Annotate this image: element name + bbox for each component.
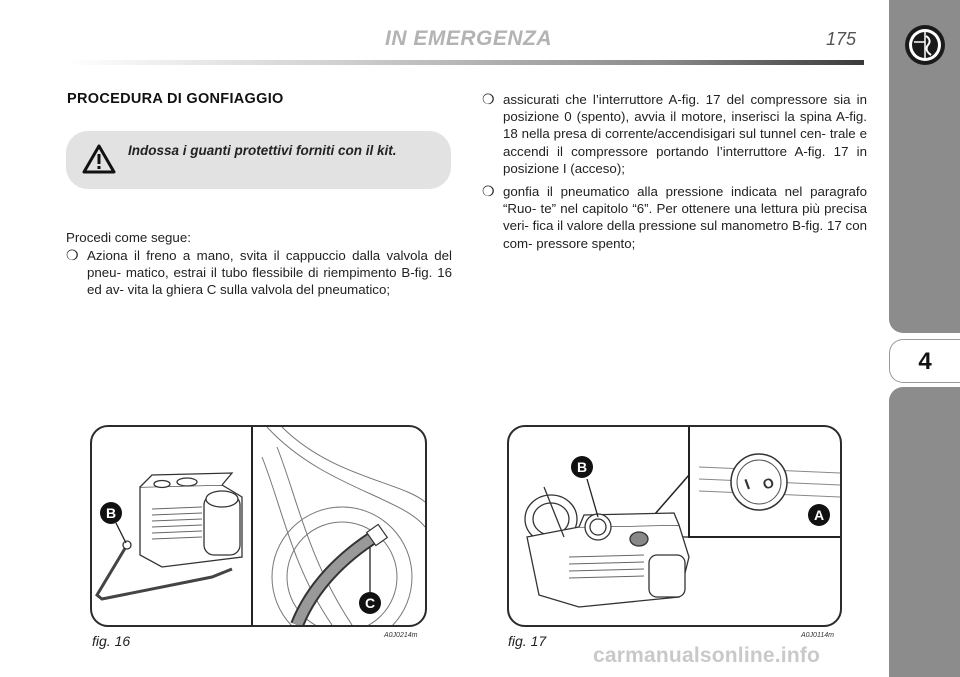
figure-code: A0J0114m <box>801 632 834 639</box>
running-header-title: IN EMERGENZA <box>385 27 553 50</box>
list-item-text: gonfia il pneumatico alla pressione indicata nel paragrafo “Ruo- te” nel capitolo “6”. Per ottenere una lettura più precisa veri- fica il valore della pressione sul manometro B-fig. 17 con com- pressore spento; <box>503 184 867 251</box>
switch-mark-off: O <box>760 473 777 493</box>
figure-17 <box>507 425 842 627</box>
list-item <box>482 91 867 177</box>
warning-triangle-icon <box>82 143 116 175</box>
list-item-text: assicurati che l’interruttore A-fig. 17 del compressore sia in posizione 0 (spento), avvia il motore, inserisci la spina A-fig. 18 nella presa di corrente/accendisigari sul tunnel cen- trale e accendi il compressore portando l’interruttore A-fig. 17 in posizione I (acceso); <box>503 92 867 176</box>
bullet-icon: ❍ <box>482 91 495 107</box>
list-item-text: Aziona il freno a mano, svita il cappuccio dalla valvola del pneu- matico, estrai il tubo flessibile di riempimento B-fig. 16 ed av- vita la ghiera C sulla valvola del pneumatico; <box>87 248 452 298</box>
list-item <box>66 247 452 299</box>
chapter-number: 4 <box>918 348 932 375</box>
section-title: PROCEDURA DI GONFIAGGIO <box>67 91 284 107</box>
watermark: carmanualsonline.info <box>593 644 821 667</box>
bullet-icon: ❍ <box>482 183 495 199</box>
warning-box <box>66 131 451 189</box>
figure-17-illustration <box>509 427 840 625</box>
figure-code: A0J0214m <box>384 632 418 639</box>
figure-16-illustration <box>92 427 425 625</box>
figure-caption: fig. 17 <box>508 633 547 649</box>
switch-mark-on: I <box>742 476 753 494</box>
header-rule <box>66 60 864 65</box>
page-number: 175 <box>826 29 857 49</box>
figure-16 <box>90 425 427 627</box>
callout-label: B <box>576 459 588 475</box>
list-item <box>482 183 867 252</box>
chapter-tab[interactable] <box>889 339 960 383</box>
bullet-icon: ❍ <box>66 247 79 263</box>
callout-label: C <box>364 595 376 611</box>
figure-caption: fig. 16 <box>92 633 131 649</box>
side-tab-bottom <box>889 387 960 677</box>
intro-text: Procedi come segue: <box>66 230 191 245</box>
brand-logo-icon <box>904 24 946 66</box>
callout-label: B <box>105 505 117 521</box>
warning-text: Indossa i guanti protettivi forniti con il kit. <box>128 143 397 158</box>
callout-label: A <box>813 507 825 523</box>
